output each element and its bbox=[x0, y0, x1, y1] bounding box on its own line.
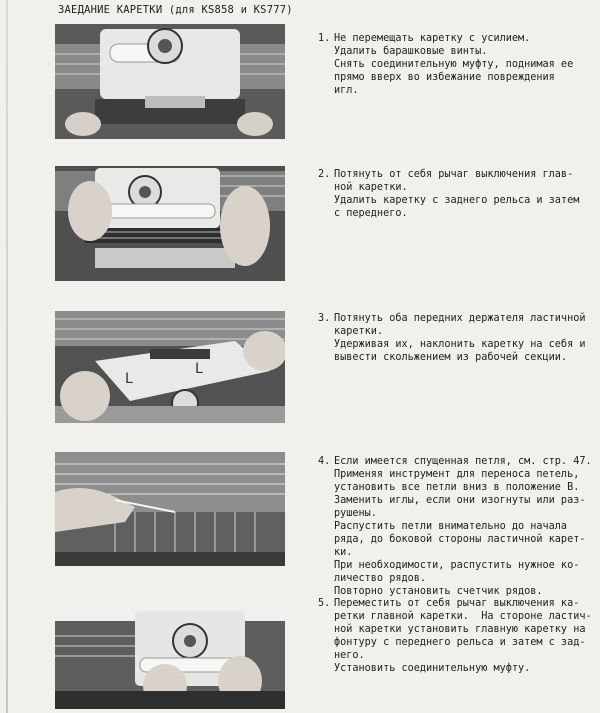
step-line: рушены. bbox=[334, 508, 377, 519]
step-line: каретки. bbox=[334, 326, 384, 337]
step-line: вывести скольжением из рабочей секции. bbox=[334, 352, 568, 363]
step-line: При необходимости, распустить нужное ко- bbox=[334, 560, 580, 571]
step-line: Распустить петли внимательно до начала bbox=[334, 521, 568, 532]
step-line: Удалить каретку с заднего рельса и затем bbox=[334, 195, 580, 206]
step-line: Не перемещать каретку с усилием. bbox=[334, 33, 531, 44]
step-line: Потянуть оба передних держателя ластичной bbox=[334, 313, 586, 324]
transfer-tool-photo-icon bbox=[55, 452, 285, 566]
step-line: Заменить иглы, если они изогнуты или раз- bbox=[334, 495, 586, 506]
step-line: установить все петли вниз в положение В. bbox=[334, 482, 580, 493]
step-1 bbox=[318, 32, 594, 97]
step-line: ной каретки. bbox=[334, 182, 408, 193]
step-line: Установить соединительную муфту. bbox=[334, 663, 531, 674]
step-line: него. bbox=[334, 650, 365, 661]
step-line: игл. bbox=[334, 85, 359, 96]
step-line: личество рядов. bbox=[334, 573, 427, 584]
reinstall-carriage-photo-icon bbox=[55, 596, 285, 709]
step-3 bbox=[318, 312, 594, 364]
svg-text:L: L bbox=[125, 371, 133, 387]
step-line: ной каретки установить главную каретку на bbox=[334, 624, 586, 635]
step-number: 4. bbox=[318, 456, 331, 467]
step-number: 3. bbox=[318, 313, 331, 324]
step-line: фонтуру с переднего рельса и затем с зад- bbox=[334, 637, 586, 648]
step-line: Если имеется спущенная петля, см. стр. 47. bbox=[334, 456, 592, 467]
step-line: Снять соединительную муфту, поднимая ее bbox=[334, 59, 574, 70]
step-number: 2. bbox=[318, 169, 331, 180]
step-line: Удалить барашковые винты. bbox=[334, 46, 488, 57]
step-line: прямо вверх во избежание повреждения bbox=[334, 72, 555, 83]
step-line: ряда, до боковой стороны ластичной карет- bbox=[334, 534, 586, 545]
step-number: 5. bbox=[318, 598, 331, 609]
step-line: ки. bbox=[334, 547, 353, 558]
step-line: Потянуть от себя рычаг выключения глав- bbox=[334, 169, 574, 180]
step-line: Применяя инструмент для переноса петель, bbox=[334, 469, 580, 480]
step-5 bbox=[318, 597, 594, 675]
step-line: Удерживая их, наклонить каретку на себя и bbox=[334, 339, 586, 350]
step-line: Повторно установить счетчик рядов. bbox=[334, 586, 543, 597]
step-line: ретки главной каретки. На стороне ластич- bbox=[334, 611, 592, 622]
step-line: Переместить от себя рычаг выключения ка- bbox=[334, 598, 580, 609]
ribber-carriage-photo-icon bbox=[55, 311, 285, 423]
step-4 bbox=[318, 455, 594, 598]
hands-lever-photo-icon bbox=[55, 166, 285, 281]
svg-text:L: L bbox=[195, 361, 203, 377]
step-number: 1. bbox=[318, 33, 331, 44]
carriage-photo-icon bbox=[55, 24, 285, 139]
step-2 bbox=[318, 168, 594, 220]
page-binding-edge bbox=[6, 0, 8, 713]
step-line: с переднего. bbox=[334, 208, 408, 219]
page-title: ЗАЕДАНИЕ КАРЕТКИ (для KS858 и KS777) bbox=[58, 4, 293, 16]
